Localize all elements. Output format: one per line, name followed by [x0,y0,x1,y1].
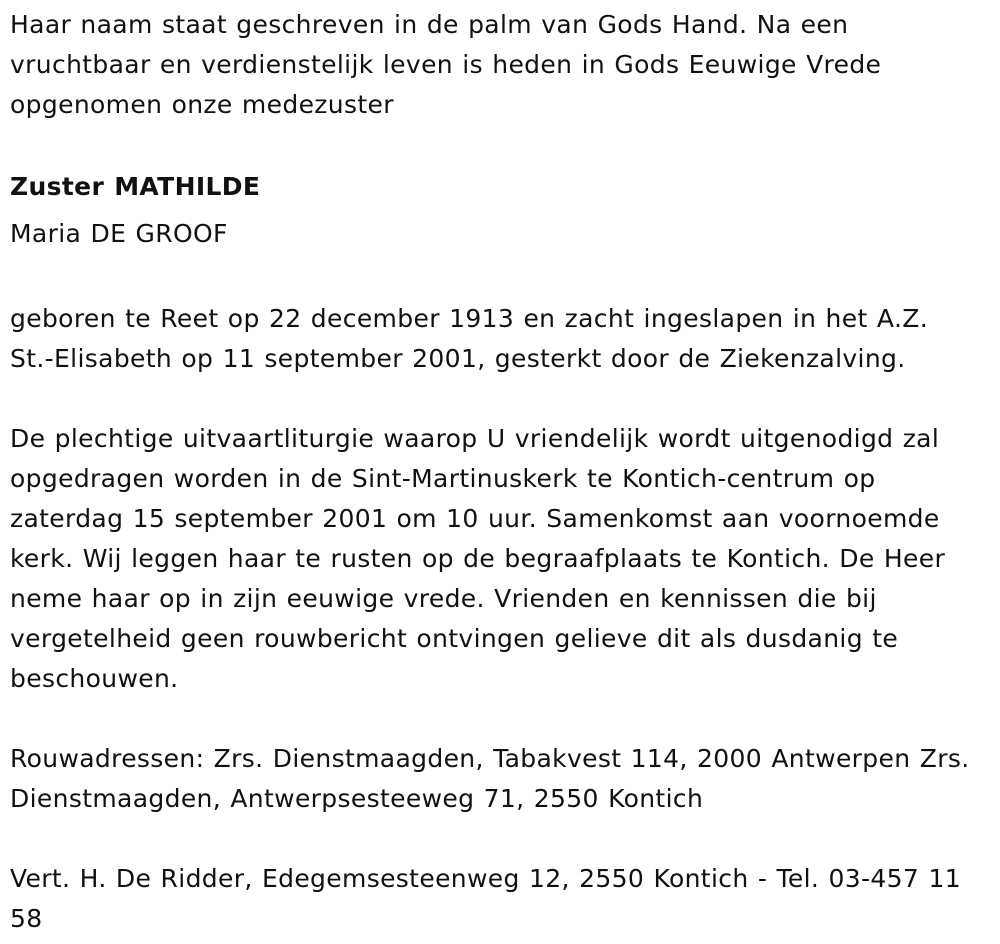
funeral-paragraph [10,419,990,699]
birth-death-paragraph [10,299,990,379]
intro-paragraph [10,5,990,125]
undertaker-line: Vert. H. De Ridder, Edegemsesteenweg 12, 2550 Kontich - Tel. 03-457 11 [10,864,961,893]
civil-name: Maria DE GROOF [10,219,228,248]
funeral-line: vergetelheid geen rouwbericht ontvingen gelieve dit als dusdanig te [10,624,899,653]
religious-name-heading: Zuster MATHILDE [10,172,261,201]
intro-line: vruchtbaar en verdienstelijk leven is heden in Gods Eeuwige Vrede [10,50,882,79]
funeral-line: De plechtige uitvaartliturgie waarop U vriendelijk wordt uitgenodigd zal [10,424,940,453]
address-line: Dienstmaagden, Antwerpsesteeweg 71, 2550 Kontich [10,784,704,813]
birth-death-line: St.-Elisabeth op 11 september 2001, gesterkt door de Ziekenzalving. [10,344,906,373]
intro-line: opgenomen onze medezuster [10,90,394,119]
death-notice [10,5,990,939]
funeral-line: zaterdag 15 september 2001 om 10 uur. Samenkomst aan voornoemde [10,504,940,533]
intro-line: Haar naam staat geschreven in de palm van Gods Hand. Na een [10,10,849,39]
funeral-line: opgedragen worden in de Sint-Martinuskerk te Kontich-centrum op [10,464,876,493]
undertaker-paragraph [10,859,990,939]
funeral-line: kerk. Wij leggen haar te rusten op de begraafplaats te Kontich. De Heer [10,544,946,573]
funeral-line: neme haar op in zijn eeuwige vrede. Vrienden en kennissen die bij [10,584,877,613]
condolence-addresses-paragraph [10,739,990,819]
funeral-line: beschouwen. [10,664,179,693]
undertaker-line: 58 [10,904,43,933]
birth-death-line: geboren te Reet op 22 december 1913 en zacht ingeslapen in het A.Z. [10,304,929,333]
address-line: Rouwadressen: Zrs. Dienstmaagden, Tabakvest 114, 2000 Antwerpen Zrs. [10,744,970,773]
